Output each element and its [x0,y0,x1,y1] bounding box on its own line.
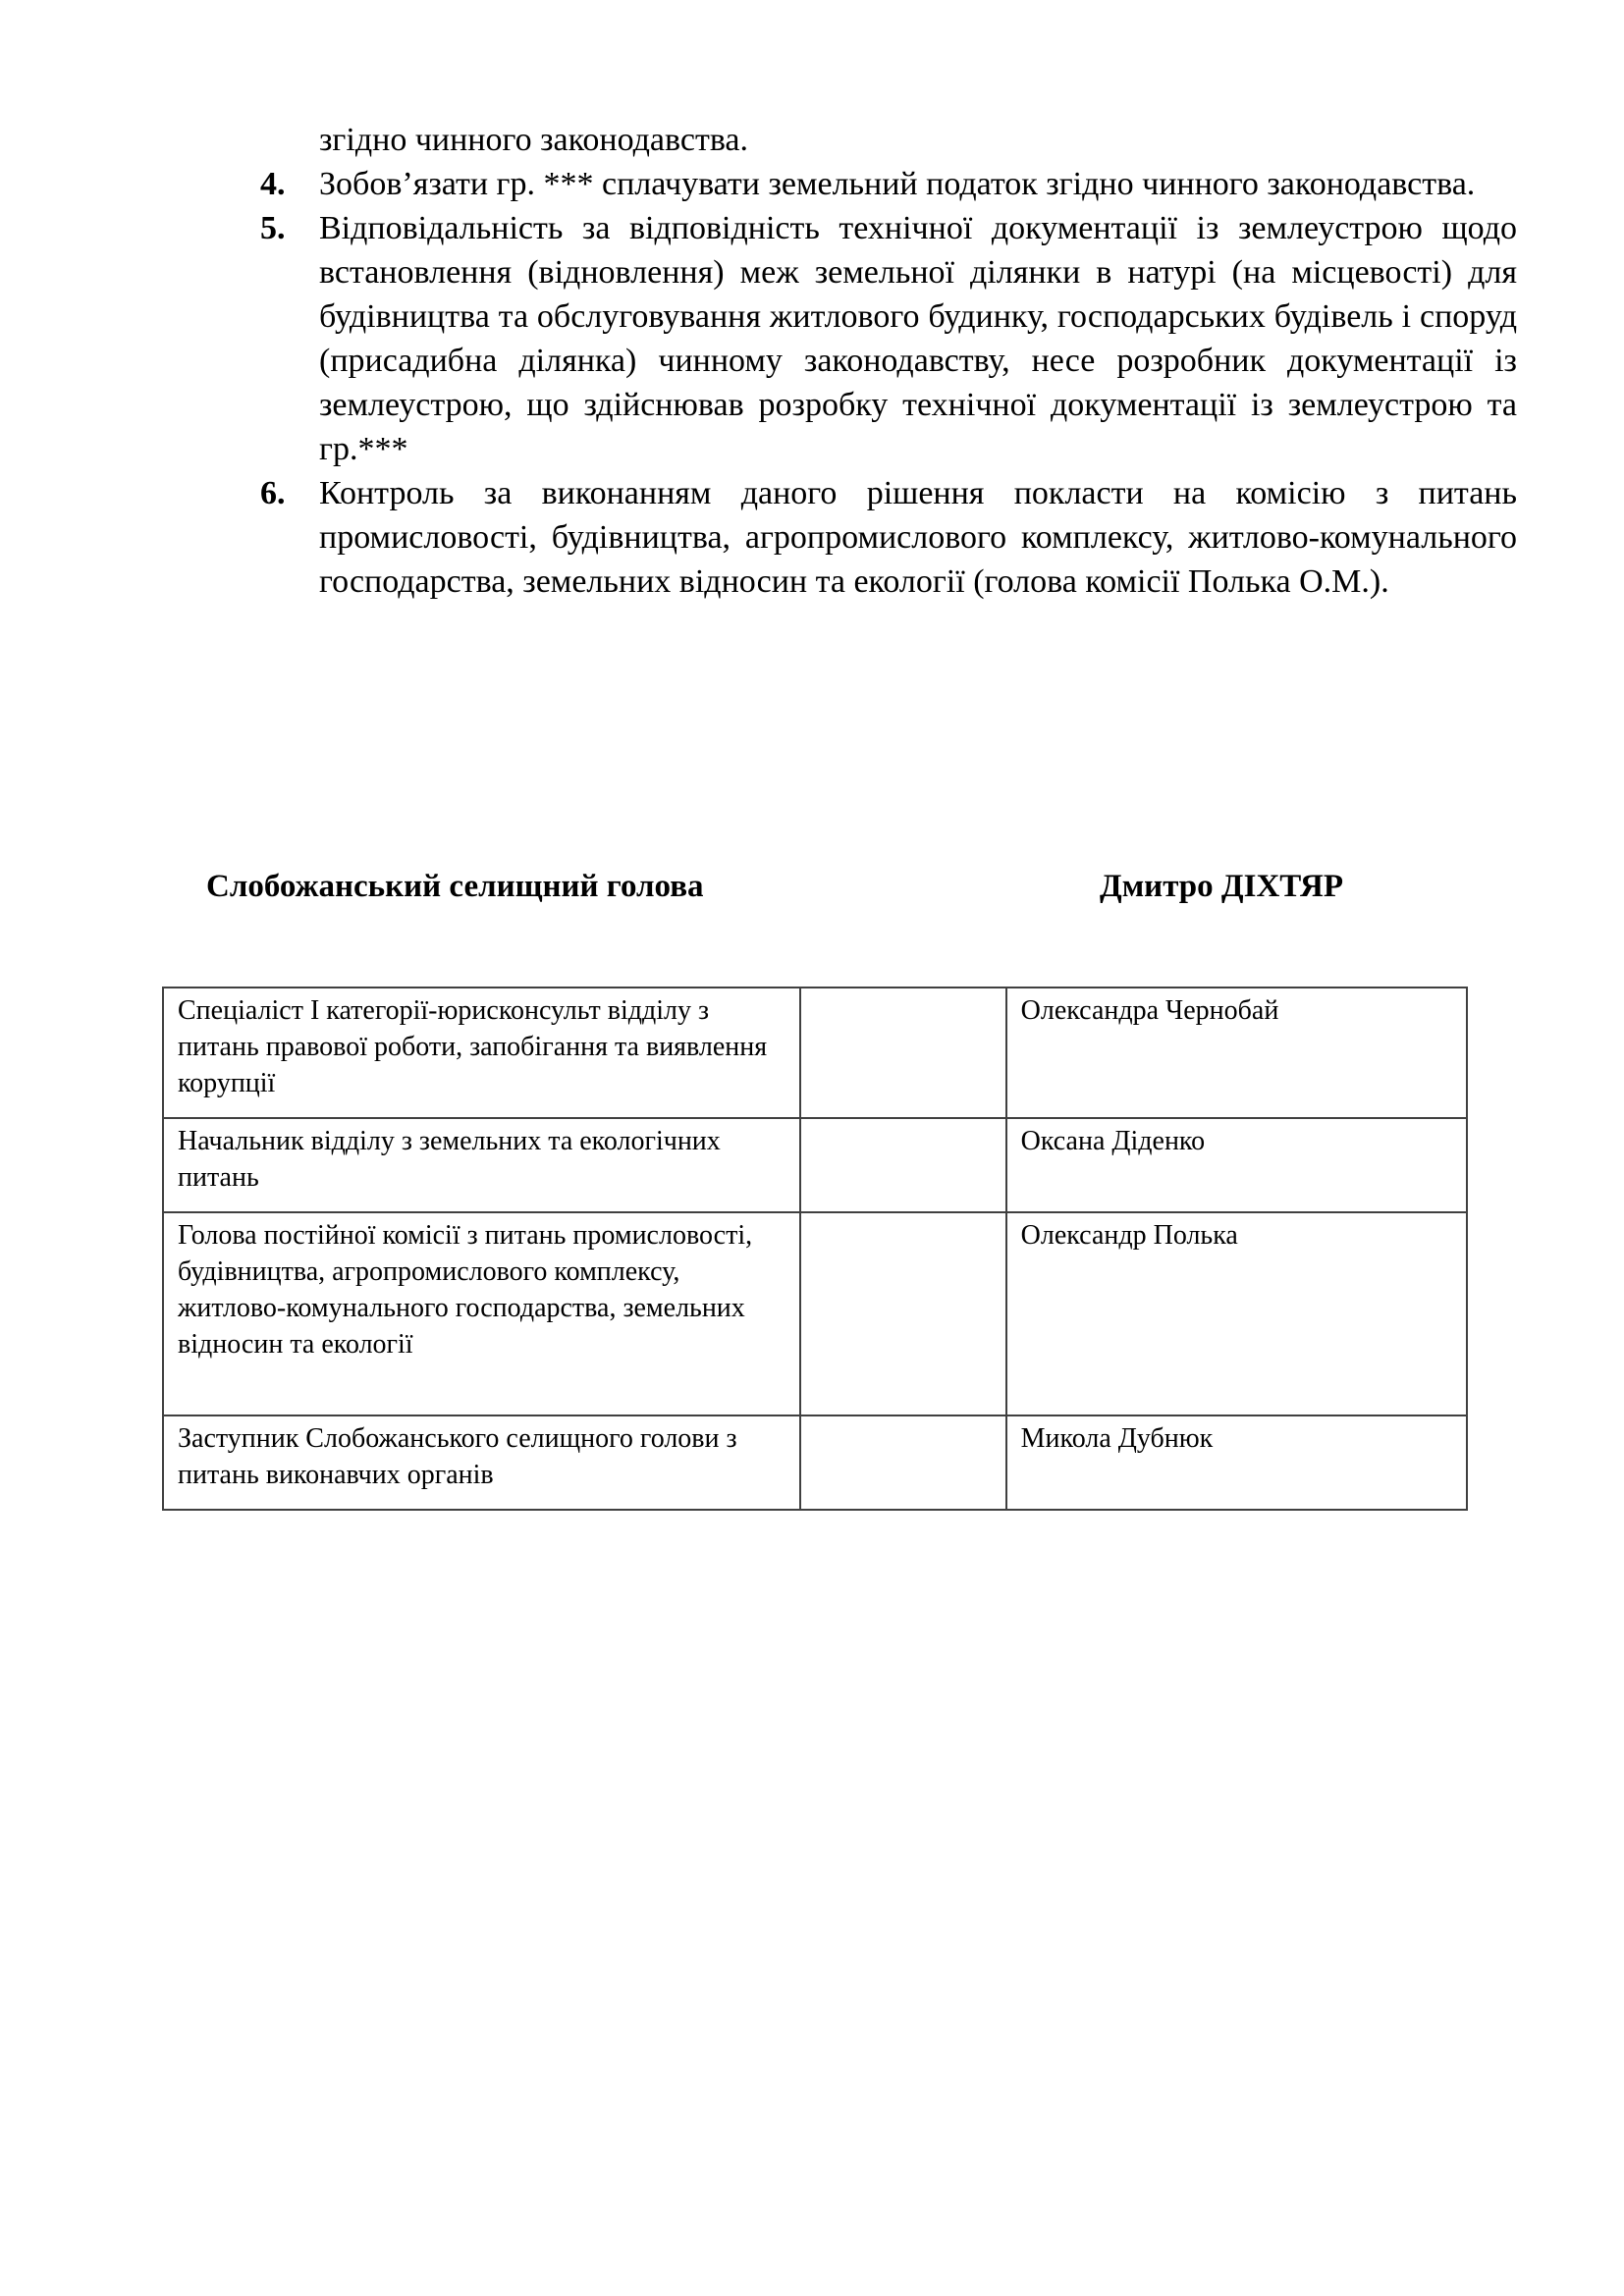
list-item [260,206,1517,471]
approver-position: Голова постійної комісії з питань промисловості, будівництва, агропромислового комплексу, житлово-комунального господарства, земельних відносин та екології [163,1212,800,1415]
list-item [260,471,1517,604]
approver-position: Начальник відділу з земельних та екологічних питань [163,1118,800,1212]
list-item [260,162,1517,206]
approver-name: Оксана Діденко [1006,1118,1467,1212]
table-row [163,1118,1467,1212]
list-item-number: 5. [260,210,286,246]
approver-signature-cell [800,1118,1006,1212]
signatory-position: Слобожанський селищний голова [206,869,704,904]
approver-position: Спеціаліст І категорії-юрисконсульт відділу з питань правової роботи, запобігання та виявлення корупції [163,988,800,1118]
approver-signature-cell [800,1212,1006,1415]
table-row [163,1212,1467,1415]
table-row [163,1415,1467,1510]
list-item-text: Контроль за виконанням даного рішення покласти на комісію з питань промисловості, будівництва, агропромислового комплексу, житлово-комунального господарства, земельних відносин та екології (голова комісії Полька О.М.). [319,475,1517,600]
approver-signature-cell [800,1415,1006,1510]
approver-name: Олександра Чернобай [1006,988,1467,1118]
approver-signature-cell [800,988,1006,1118]
decision-list [260,118,1517,604]
list-item-number: 4. [260,166,286,202]
signatory-name: Дмитро ДІХТЯР [1100,869,1344,904]
list-item-text: Зобов’язати гр. *** сплачувати земельний податок згідно чинного законодавства. [319,166,1476,202]
approval-table [162,987,1468,1511]
approver-name: Олександр Полька [1006,1212,1467,1415]
table-row [163,988,1467,1118]
approver-name: Микола Дубнюк [1006,1415,1467,1510]
list-item-number: 6. [260,475,286,511]
list-item-text: Відповідальність за відповідність технічної документації із землеустрою щодо встановлення (відновлення) меж земельної ділянки в натурі (на місцевості) для будівництва та обслуговування житлового будинку, господарських будівель і споруд (присадибна ділянка) чинному законодавству, несе розробник документації із землеустрою, що здійснював розробку технічної документації із землеустрою та гр.*** [319,210,1517,467]
list-continuation: згідно чинного законодавства. [319,122,749,158]
approver-position: Заступник Слобожанського селищного голови з питань виконавчих органів [163,1415,800,1510]
